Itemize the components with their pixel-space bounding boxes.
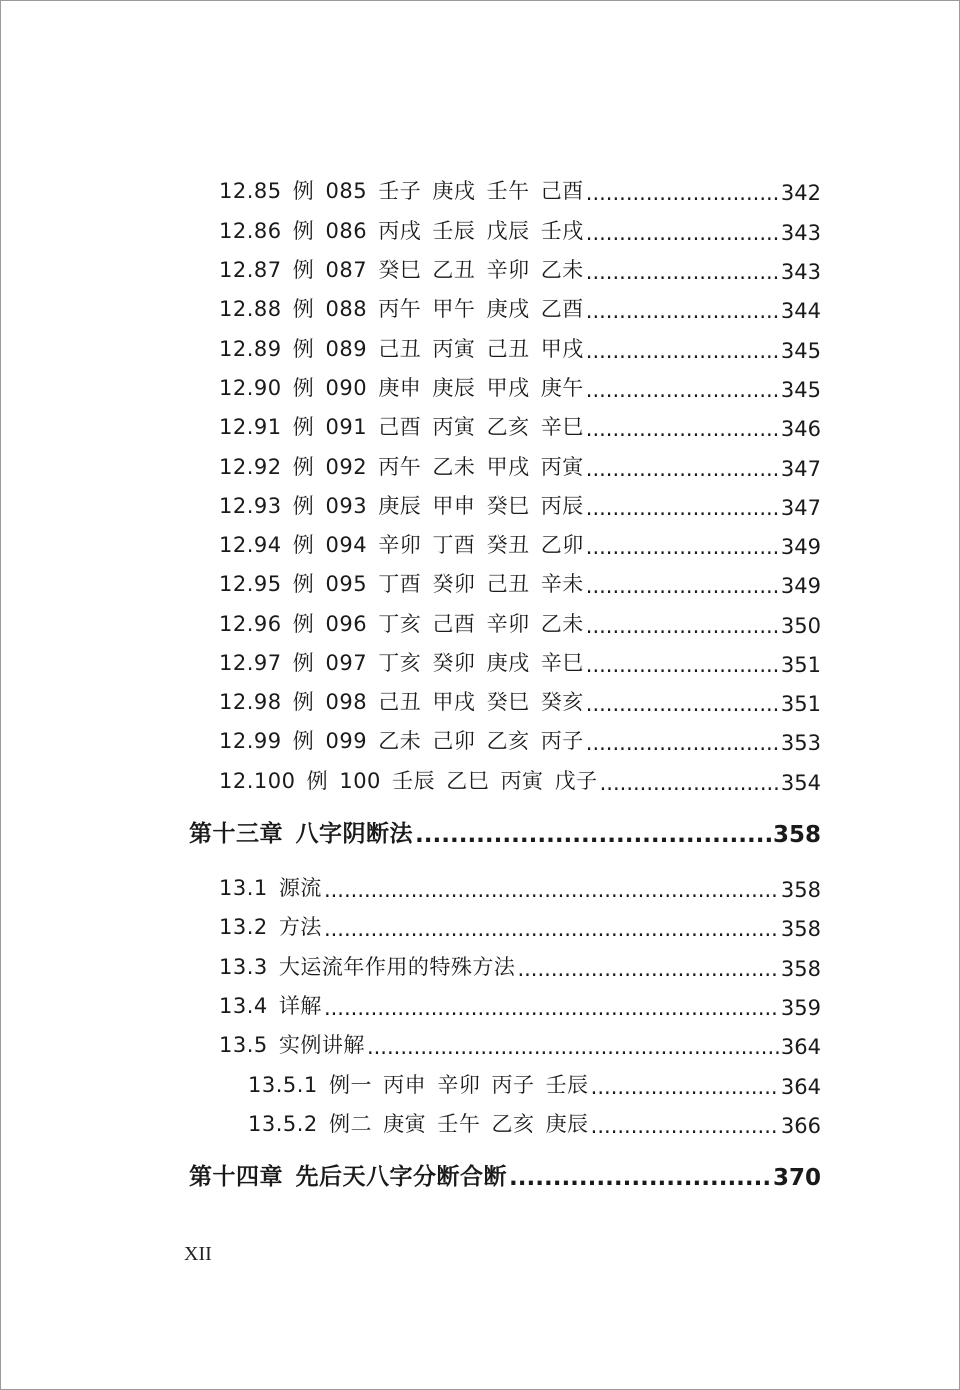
toc-entry-page-number: 345 xyxy=(780,339,821,363)
toc-chapter-title: 第十三章 八字阴断法 xyxy=(189,821,414,847)
toc-entry-title: 12.100 例 100 壬辰 乙巳 丙寅 戊子 xyxy=(219,769,598,793)
toc-entry[interactable] xyxy=(219,951,821,981)
toc-entry[interactable] xyxy=(219,333,821,363)
dot-leader xyxy=(586,260,779,284)
toc-entry[interactable] xyxy=(219,175,821,205)
toc-entry-page-number: 358 xyxy=(780,917,821,941)
toc-entry-page-number: 347 xyxy=(780,457,821,481)
toc-entry-title: 12.92 例 092 丙午 乙未 甲戌 丙寅 xyxy=(219,455,584,479)
dot-leader xyxy=(586,535,779,559)
toc-entry[interactable] xyxy=(219,372,821,402)
toc-entry-page-number: 370 xyxy=(772,1165,821,1191)
toc-entry-title: 12.89 例 089 己丑 丙寅 己丑 甲戌 xyxy=(219,337,584,361)
toc-entry-title: 13.3 大运流年作用的特殊方法 xyxy=(219,955,516,979)
toc-entry[interactable] xyxy=(219,529,821,559)
toc-entry-page-number: 343 xyxy=(780,221,821,245)
toc-entry[interactable] xyxy=(219,254,821,284)
toc-chapter-entry[interactable] xyxy=(189,818,821,848)
dot-leader xyxy=(591,1075,779,1099)
dot-leader xyxy=(586,496,779,520)
toc-entry-page-number: 366 xyxy=(780,1114,821,1138)
toc-entry-page-number: 349 xyxy=(780,574,821,598)
toc-entry-page-number: 350 xyxy=(780,614,821,638)
toc-entry-page-number: 343 xyxy=(780,260,821,284)
toc-entry-page-number: 351 xyxy=(780,653,821,677)
toc-entry-page-number: 358 xyxy=(780,957,821,981)
dot-leader xyxy=(586,614,779,638)
toc-entry-page-number: 349 xyxy=(780,535,821,559)
toc-entry-title: 12.97 例 097 丁亥 癸卯 庚戌 辛巳 xyxy=(219,651,584,675)
toc-entry-page-number: 346 xyxy=(780,417,821,441)
toc-entry-title: 13.5 实例讲解 xyxy=(219,1033,365,1057)
toc-entry-page-number: 342 xyxy=(780,181,821,205)
toc-entry-title: 12.86 例 086 丙戌 壬辰 戊辰 壬戌 xyxy=(219,219,584,243)
toc-entry-title: 12.95 例 095 丁酉 癸卯 己丑 辛未 xyxy=(219,572,584,596)
dot-leader xyxy=(591,1114,779,1138)
toc-entry-title: 13.5.1 例一 丙申 辛卯 丙子 壬辰 xyxy=(248,1073,589,1097)
toc-chapter-entry[interactable] xyxy=(189,1161,821,1191)
dot-leader xyxy=(586,731,779,755)
toc-subentry[interactable] xyxy=(248,1069,821,1099)
dot-leader xyxy=(324,878,779,902)
dot-leader xyxy=(367,1035,779,1059)
table-of-contents xyxy=(1,1,959,1389)
toc-entry[interactable] xyxy=(219,911,821,941)
toc-entry-page-number: 364 xyxy=(780,1075,821,1099)
dot-leader xyxy=(586,299,779,323)
toc-entry[interactable] xyxy=(219,765,821,795)
dot-leader xyxy=(600,771,779,795)
toc-entry-page-number: 354 xyxy=(780,771,821,795)
toc-entry[interactable] xyxy=(219,686,821,716)
toc-subentry[interactable] xyxy=(248,1108,821,1138)
toc-entry-page-number: 358 xyxy=(772,822,821,848)
toc-entry-page-number: 364 xyxy=(780,1035,821,1059)
toc-entry[interactable] xyxy=(219,490,821,520)
toc-entry[interactable] xyxy=(219,451,821,481)
toc-entry[interactable] xyxy=(219,293,821,323)
toc-entry[interactable] xyxy=(219,725,821,755)
toc-entry-title: 12.88 例 088 丙午 甲午 庚戌 乙酉 xyxy=(219,297,584,321)
dot-leader xyxy=(586,457,779,481)
toc-entry-title: 12.85 例 085 壬子 庚戌 壬午 己酉 xyxy=(219,179,584,203)
toc-entry[interactable] xyxy=(219,215,821,245)
toc-entry-page-number: 345 xyxy=(780,378,821,402)
toc-entry-page-number: 347 xyxy=(780,496,821,520)
dot-leader xyxy=(586,378,779,402)
toc-entry-title: 13.5.2 例二 庚寅 壬午 乙亥 庚辰 xyxy=(248,1112,589,1136)
toc-entry[interactable] xyxy=(219,872,821,902)
dot-leader xyxy=(586,574,779,598)
toc-entry-title: 13.2 方法 xyxy=(219,915,322,939)
toc-chapter-title: 第十四章 先后天八字分断合断 xyxy=(189,1164,508,1190)
toc-entry-page-number: 351 xyxy=(780,692,821,716)
dot-leader xyxy=(586,181,779,205)
toc-entry-title: 12.94 例 094 辛卯 丁酉 癸丑 乙卯 xyxy=(219,533,584,557)
dot-leader xyxy=(586,653,779,677)
toc-entry-title: 12.93 例 093 庚辰 甲申 癸巳 丙辰 xyxy=(219,494,584,518)
toc-entry-title: 12.98 例 098 己丑 甲戌 癸巳 癸亥 xyxy=(219,690,584,714)
toc-entry-page-number: 358 xyxy=(780,878,821,902)
toc-entry-title: 13.1 源流 xyxy=(219,876,322,900)
page-folio: XII xyxy=(184,1243,212,1265)
dot-leader xyxy=(415,822,771,848)
toc-entry-page-number: 359 xyxy=(780,996,821,1020)
dot-leader xyxy=(509,1165,771,1191)
toc-entry[interactable] xyxy=(219,647,821,677)
toc-entry-title: 13.4 详解 xyxy=(219,994,322,1018)
dot-leader xyxy=(324,917,779,941)
toc-entry-page-number: 353 xyxy=(780,731,821,755)
toc-entry[interactable] xyxy=(219,608,821,638)
toc-entry[interactable] xyxy=(219,990,821,1020)
toc-entry[interactable] xyxy=(219,1029,821,1059)
toc-entry-title: 12.90 例 090 庚申 庚辰 甲戌 庚午 xyxy=(219,376,584,400)
toc-entry[interactable] xyxy=(219,568,821,598)
dot-leader xyxy=(586,339,779,363)
toc-entry-title: 12.87 例 087 癸巳 乙丑 辛卯 乙未 xyxy=(219,258,584,282)
dot-leader xyxy=(517,957,778,981)
toc-entry-title: 12.91 例 091 己酉 丙寅 乙亥 辛巳 xyxy=(219,415,584,439)
toc-entry[interactable] xyxy=(219,411,821,441)
dot-leader xyxy=(324,996,779,1020)
dot-leader xyxy=(586,417,779,441)
toc-entry-title: 12.99 例 099 乙未 己卯 乙亥 丙子 xyxy=(219,729,584,753)
dot-leader xyxy=(586,221,779,245)
toc-entry-page-number: 344 xyxy=(780,299,821,323)
toc-entry-title: 12.96 例 096 丁亥 己酉 辛卯 乙未 xyxy=(219,612,584,636)
dot-leader xyxy=(586,692,779,716)
